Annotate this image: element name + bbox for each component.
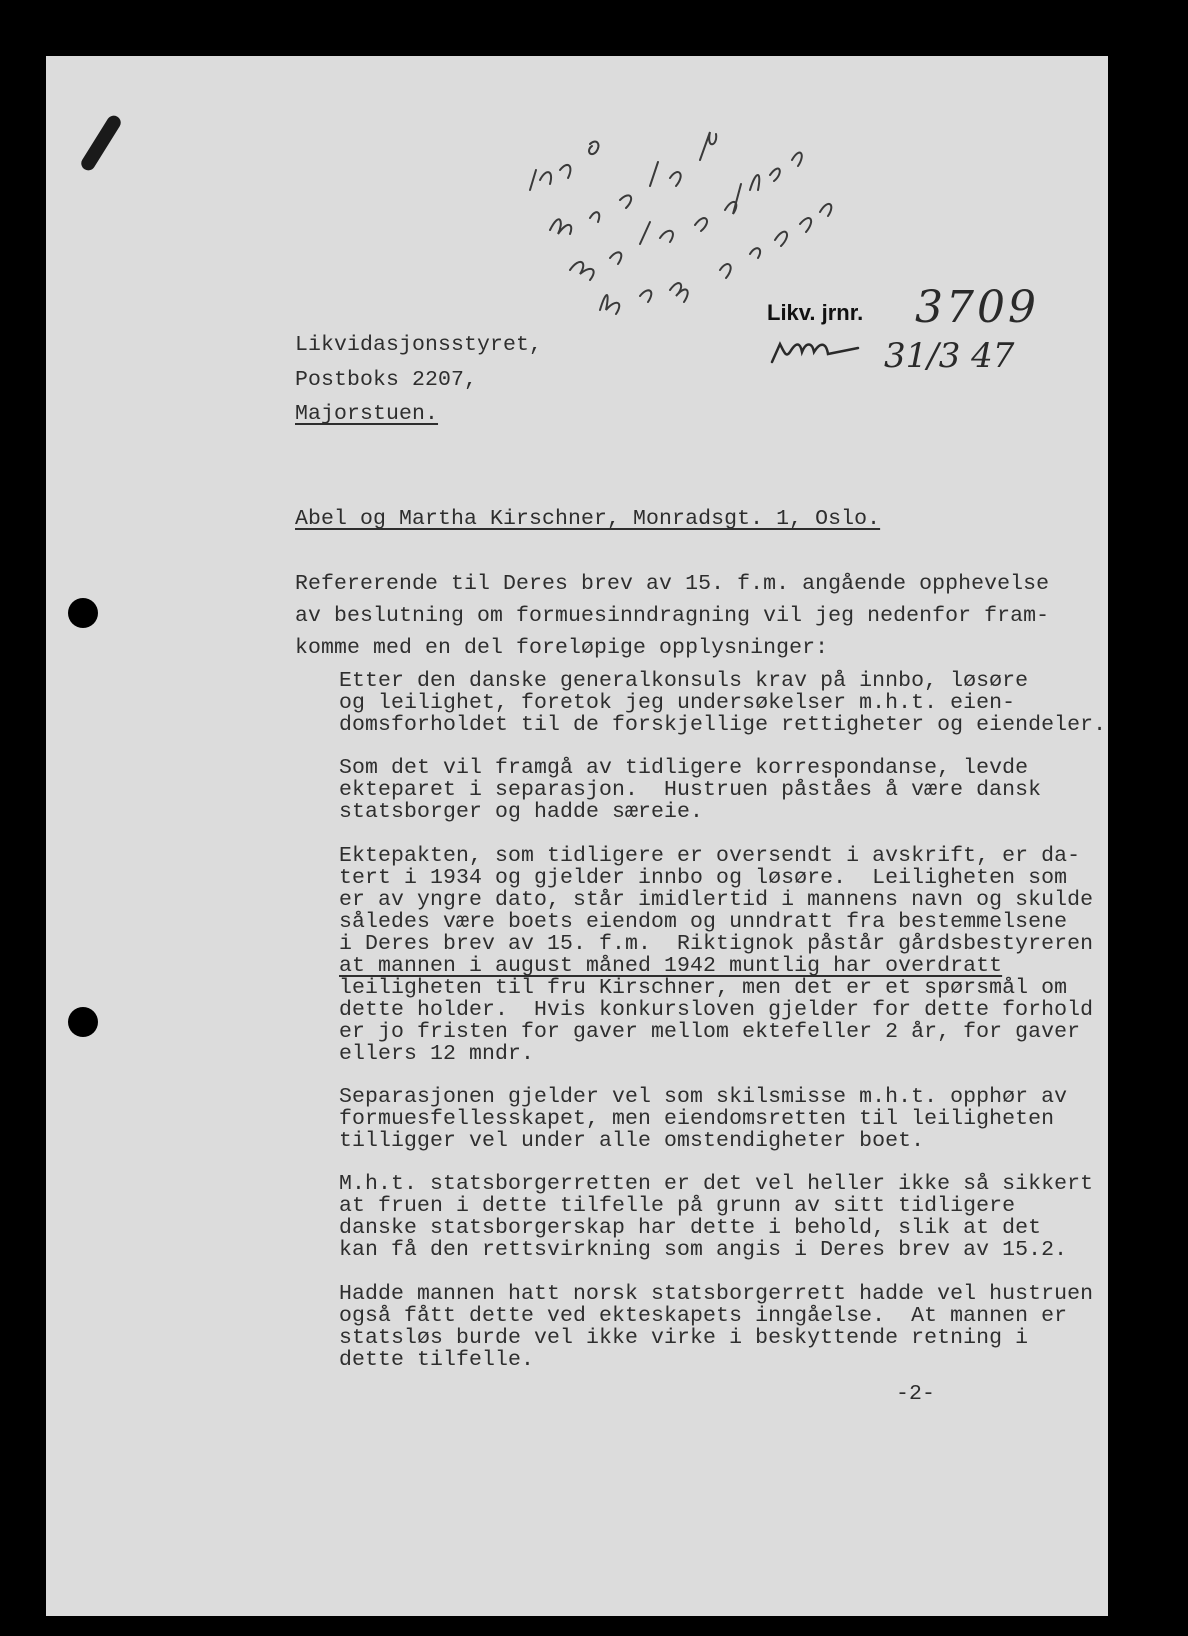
intro-line: komme med en del foreløpige opplysninger:	[295, 636, 829, 660]
body-line: i Deres brev av 15. f.m. Riktignok påstår gårdsbestyreren	[339, 932, 1094, 956]
journal-date: 31/3 47	[884, 336, 1015, 376]
body-line: ellers 12 mndr.	[339, 1042, 535, 1066]
intro-line: av beslutning om formuesinndragning vil jeg nedenfor fram-	[295, 604, 1050, 628]
body-line: statsborger og hadde særeie.	[339, 800, 704, 824]
punch-hole-bottom	[68, 1007, 98, 1037]
intro-line: Refererende til Deres brev av 15. f.m. angående opphevelse	[295, 572, 1050, 596]
body-line: også fått dette ved ekteskapets inngåelse. At mannen er	[339, 1304, 1068, 1328]
body-line: og leilighet, foretok jeg undersøkelser m.h.t. eien-	[339, 691, 1016, 715]
address-line: Majorstuen.	[295, 402, 439, 426]
body-line: således være boets eiendom og unndratt fra bestemmelsene	[339, 910, 1068, 934]
handwritten-note	[520, 120, 860, 330]
body-line: at mannen i august måned 1942 muntlig har overdratt	[339, 954, 1003, 978]
handwritten-initials	[768, 336, 878, 370]
body-line: er jo fristen for gaver mellom ektefeller 2 år, for gaver	[339, 1020, 1081, 1044]
journal-stamp-label: Likv. jrnr.	[767, 300, 864, 325]
body-line: Etter den danske generalkonsuls krav på innbo, løsøre	[339, 669, 1029, 693]
address-line: Postboks 2207,	[295, 368, 478, 392]
body-line: at fruen i dette tilfelle på grunn av sitt tidligere	[339, 1194, 1016, 1218]
address-line: Likvidasjonsstyret,	[295, 333, 543, 357]
body-line: Ektepakten, som tidligere er oversendt i avskrift, er da-	[339, 844, 1081, 868]
body-line: dette holder. Hvis konkursloven gjelder for dette forhold	[339, 998, 1094, 1022]
body-line: M.h.t. statsborgerretten er det vel heller ikke så sikkert	[339, 1172, 1094, 1196]
next-page-marker: -2-	[896, 1382, 936, 1406]
body-line: dette tilfelle.	[339, 1348, 535, 1372]
body-line: Hadde mannen hatt norsk statsborgerrett hadde vel hustruen	[339, 1282, 1094, 1306]
body-line: ekteparet i separasjon. Hustruen påståes å være dansk	[339, 778, 1042, 802]
subject-line: Abel og Martha Kirschner, Monradsgt. 1, Oslo.	[295, 507, 881, 531]
body-line: kan få den rettsvirkning som angis i Deres brev av 15.2.	[339, 1238, 1068, 1262]
body-line: er av yngre dato, står imidlertid i mannens navn og skulde	[339, 888, 1094, 912]
body-line: Som det vil framgå av tidligere korrespondanse, levde	[339, 756, 1029, 780]
body-line: formuesfellesskapet, men eiendomsretten til leiligheten	[339, 1107, 1055, 1131]
body-line: Separasjonen gjelder vel som skilsmisse m.h.t. opphør av	[339, 1085, 1068, 1109]
punch-hole-top	[68, 598, 98, 628]
body-line: leiligheten til fru Kirschner, men det er et spørsmål om	[339, 976, 1068, 1000]
journal-number: 3709	[915, 282, 1039, 333]
body-line: tilligger vel under alle omstendigheter boet.	[339, 1129, 925, 1153]
body-line: domsforholdet til de forskjellige rettigheter og eiendeler.	[339, 713, 1107, 737]
body-line: tert i 1934 og gjelder innbo og løsøre. Leiligheten som	[339, 866, 1068, 890]
body-line: danske statsborgerskap har dette i behold, slik at det	[339, 1216, 1042, 1240]
body-line: statsløs burde vel ikke virke i beskyttende retning i	[339, 1326, 1029, 1350]
